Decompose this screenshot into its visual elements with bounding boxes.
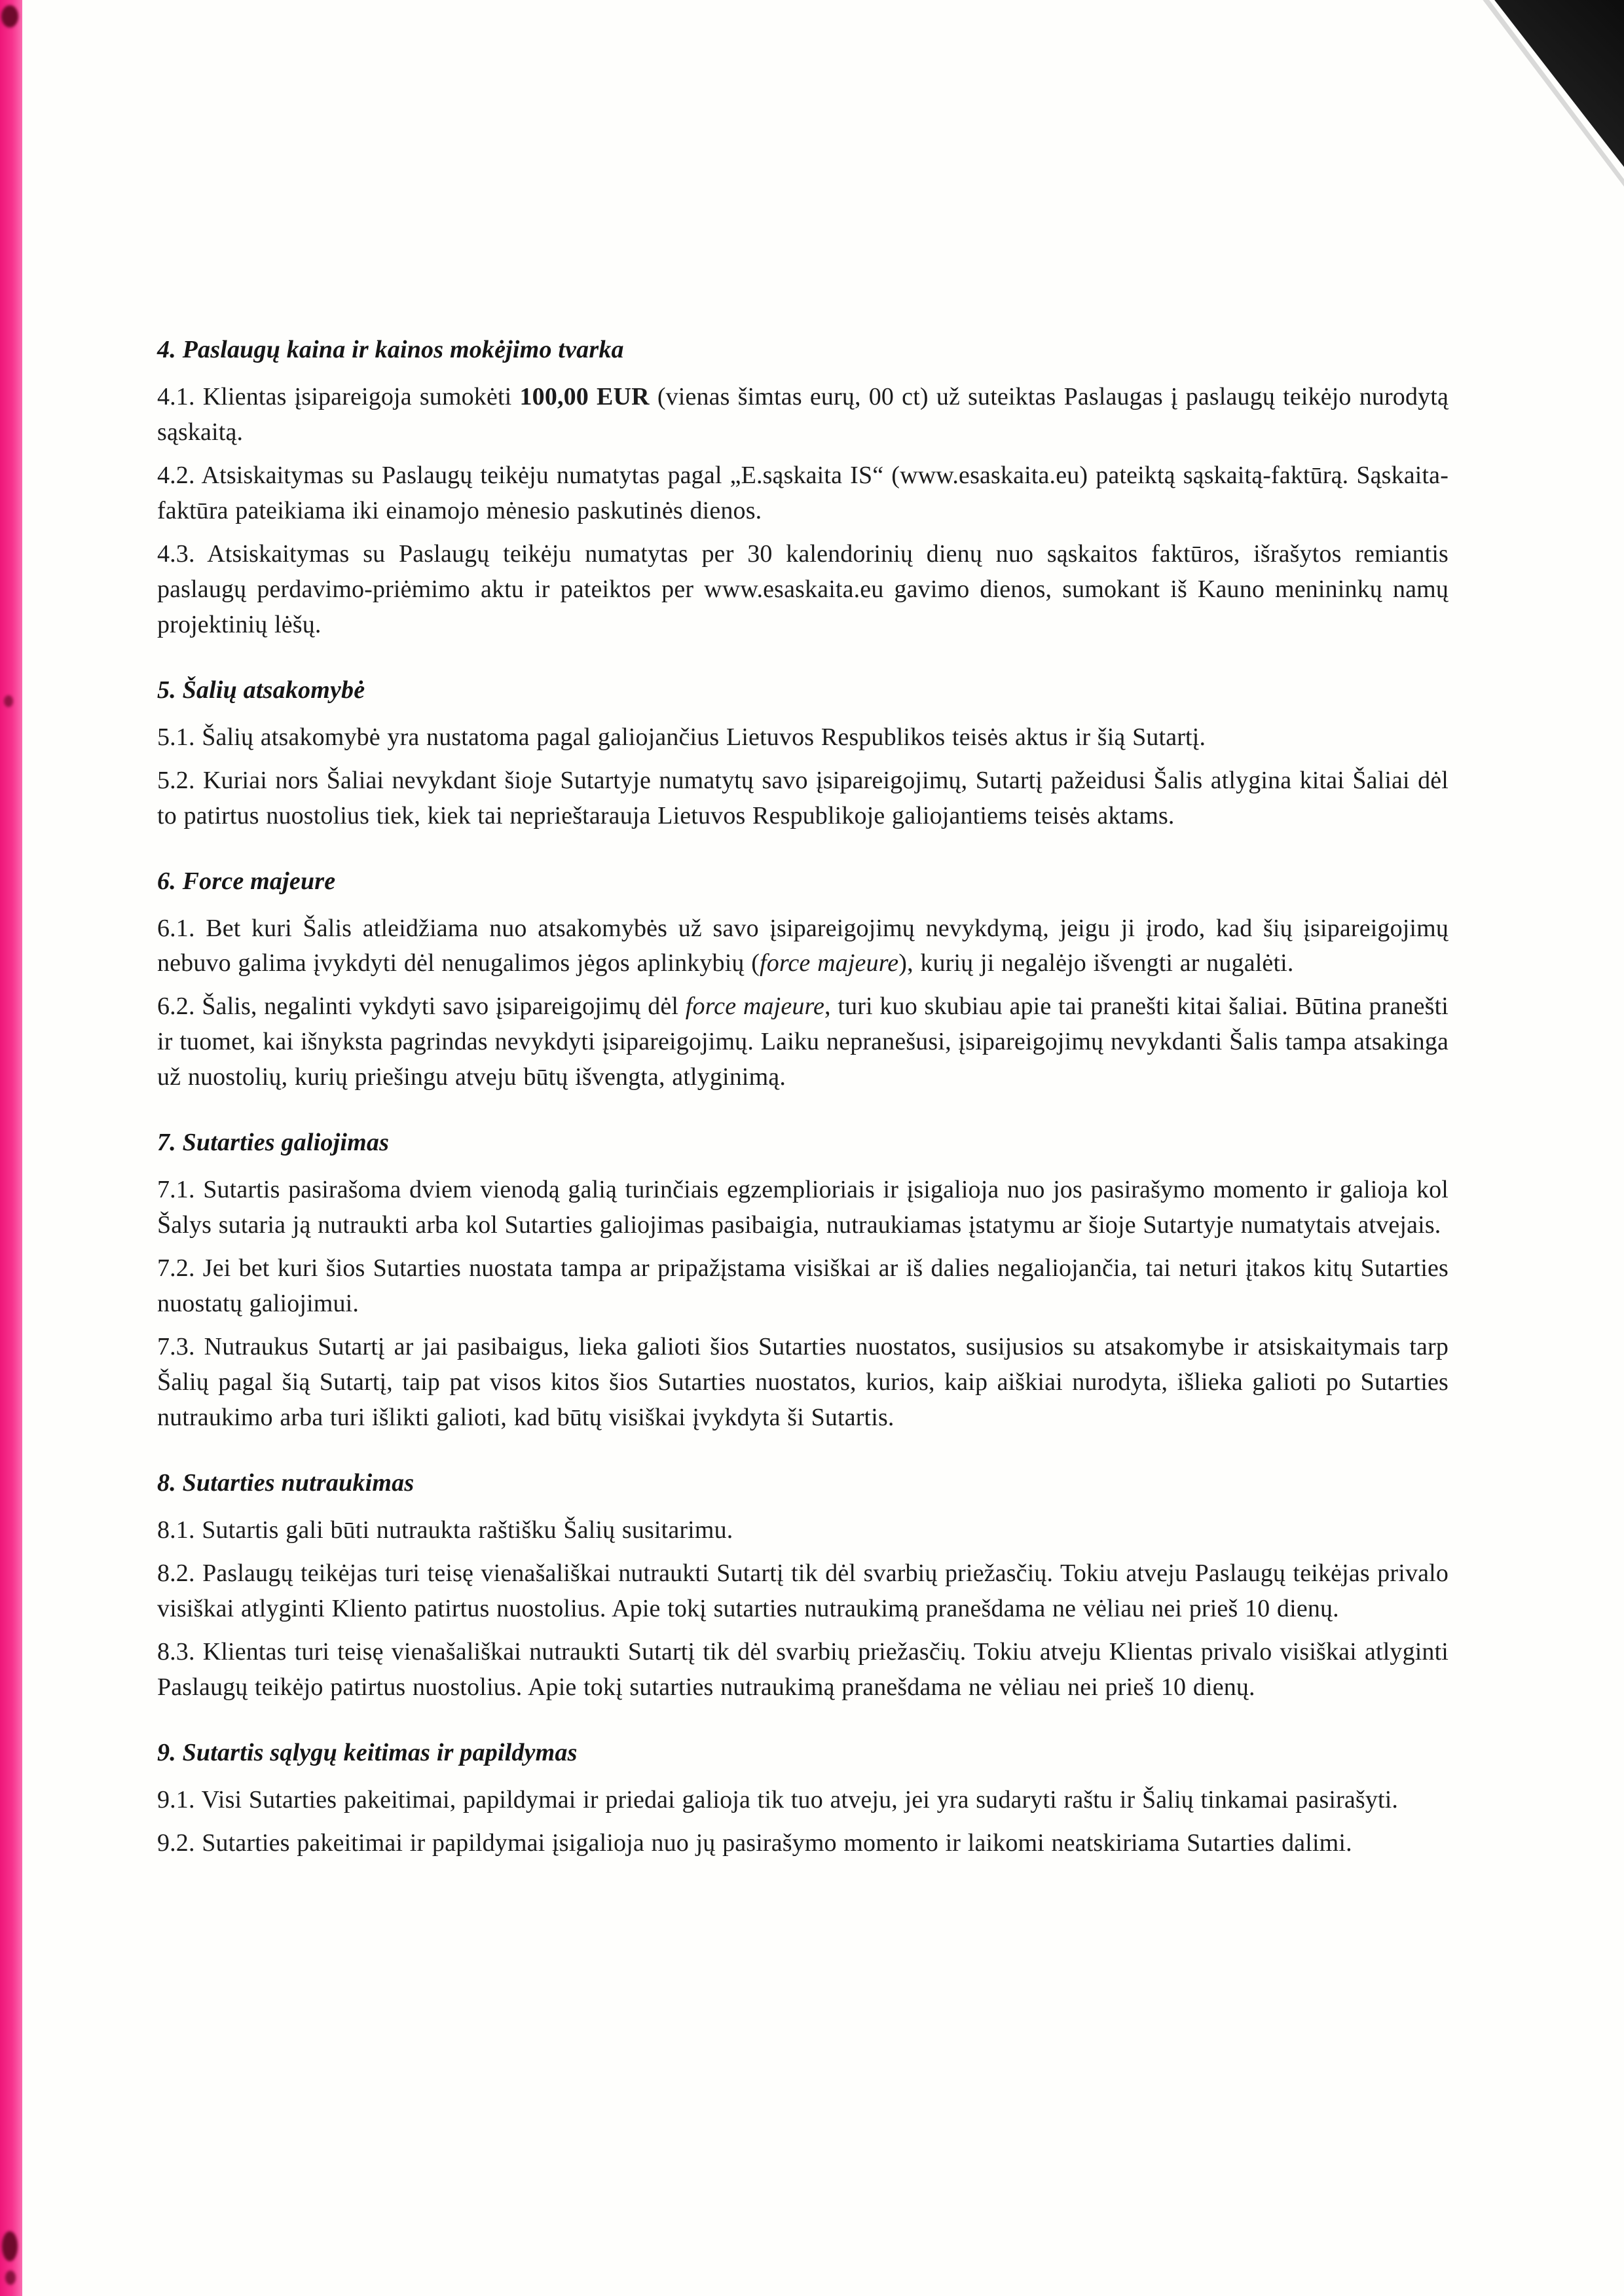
contract-paragraph [157, 1826, 1449, 1861]
contract-section [157, 1128, 1449, 1436]
contract-paragraph [157, 537, 1449, 643]
contract-paragraph [157, 989, 1449, 1095]
contract-section [157, 1738, 1449, 1861]
contract-paragraph [157, 1251, 1449, 1322]
contract-paragraph [157, 720, 1449, 756]
ink-blot [1, 5, 18, 27]
section-heading: 5. Šalių atsakomybė [157, 676, 365, 704]
contract-paragraph [157, 1783, 1449, 1818]
contract-body [157, 335, 1449, 1894]
section-heading: 9. Sutartis sąlygų keitimas ir papildymas [157, 1738, 578, 1766]
section-heading: 6. Force majeure [157, 867, 336, 895]
ink-blot [5, 2270, 16, 2285]
contract-paragraph [157, 911, 1449, 982]
text-run: 7.2. Jei bet kuri šios Sutarties nuostata tampa ar pripažįstama visiškai ar iš dalies negaliojančia, tai neturi įtakos kitų Sutarties nuostatų galiojimui. [157, 1254, 1449, 1318]
section-heading: 4. Paslaugų kaina ir kainos mokėjimo tvarka [157, 336, 624, 363]
italic-text-run: force majeure [760, 949, 899, 977]
text-run: 6.2. Šalis, negalinti vykdyti savo įsipareigojimų dėl [157, 993, 686, 1021]
text-run: 9.2. Sutarties pakeitimai ir papildymai įsigalioja nuo jų pasirašymo momento ir laikomi neatskiriama Sutarties dalimi. [157, 1829, 1352, 1857]
contract-paragraph [157, 380, 1449, 450]
text-run: 5.2. Kuriai nors Šaliai nevykdant šioje Sutartyje numatytų savo įsipareigojimų, Sutartį pažeidusi Šalis atlygina kitai Šaliai dėl to patirtus nuostolius tiek, kiek tai neprieštarauja Lietuvos Respublikoje galiojantiems teisės aktams. [157, 766, 1449, 829]
text-run: 5.1. Šalių atsakomybė yra nustatoma pagal galiojančius Lietuvos Respublikos teisės aktus ir šią Sutartį. [157, 723, 1206, 751]
text-run: 9.1. Visi Sutarties pakeitimai, papildymai ir priedai galioja tik tuo atveju, jei yra sudaryti raštu ir Šalių tinkamai pasirašyti. [157, 1785, 1399, 1813]
scanner-edge-artifact [0, 0, 22, 2296]
contract-paragraph [157, 1330, 1449, 1436]
italic-text-run: force majeure [685, 993, 825, 1021]
text-run: 4.2. Atsiskaitymas su Paslaugų teikėju numatytas pagal „E.sąskaita IS“ (www.esaskaita.eu) pateiktą sąskaitą-faktūrą. Sąskaita-faktūra pateikiama iki einamojo mėnesio paskutinės dienos. [157, 461, 1449, 524]
contract-section [157, 335, 1449, 643]
ink-blot [2, 2231, 18, 2261]
text-run: 4.1. Klientas įsipareigoja sumokėti [157, 383, 520, 410]
contract-paragraph [157, 458, 1449, 529]
section-heading: 7. Sutarties galiojimas [157, 1129, 390, 1157]
bold-text-run: 100,00 EUR [519, 383, 650, 410]
contract-paragraph [157, 1173, 1449, 1243]
contract-section [157, 867, 1449, 1096]
contract-section [157, 1468, 1449, 1705]
text-run: 8.2. Paslaugų teikėjas turi teisę vienašališkai nutraukti Sutartį tik dėl svarbių priežasčių. Tokiu atveju Paslaugų teikėjas privalo visiškai atlyginti Kliento patirtus nuostolius. Apie tokį sutarties nutraukimą pranešdama ne vėliau nei prieš 10 dienų. [157, 1559, 1449, 1622]
contract-paragraph [157, 1635, 1449, 1705]
text-run: 8.3. Klientas turi teisę vienašališkai nutraukti Sutartį tik dėl svarbių priežasčių. Tokiu atveju Klientas privalo visiškai atlyginti Paslaugų teikėjo patirtus nuostolius. Apie tokį sutarties nutraukimą pranešdama ne vėliau nei prieš 10 dienų. [157, 1637, 1449, 1701]
text-run: 4.3. Atsiskaitymas su Paslaugų teikėju numatytas per 30 kalendorinių dienų nuo sąskaitos faktūros, išrašytos remiantis paslaugų perdavimo-priėmimo aktu ir pateiktos per www.esaskaita.eu gavimo dienos, sumokant iš Kauno menininkų namų projektinių lėšų. [157, 539, 1449, 638]
section-heading: 8. Sutarties nutraukimas [157, 1468, 415, 1497]
text-run: , turi kuo skubiau apie tai pranešti kitai šaliai. Būtina pranešti ir tuomet, kai išnyksta pagrindas nevykdyti įsipareigojimų. Laiku nepranešusi, įsipareigojimų nevykdanti Šalis tampa atsakinga už nuostolių, kurių priešingu atveju būtų išvengta, atlyginimą. [157, 993, 1449, 1091]
contract-paragraph [157, 763, 1449, 834]
contract-paragraph [157, 1513, 1449, 1548]
text-run: (vienas šimtas eurų, 00 ct) už suteiktas Paslaugas į paslaugų teikėjo nurodytą sąskaitą. [157, 383, 1449, 446]
text-run: ), kurių ji negalėjo išvengti ar nugalėti. [898, 949, 1294, 977]
text-run: 6.1. Bet kuri Šalis atleidžiama nuo atsakomybės už savo įsipareigojimų nevykdymą, jeigu ji įrodo, kad šių įsipareigojimų nebuvo galima įvykdyti dėl nenugalimos jėgos aplinkybių ( [157, 914, 1449, 977]
text-run: 7.1. Sutartis pasirašoma dviem vienodą galią turinčiais egzemplioriais ir įsigalioja nuo jos pasirašymo momento ir galioja kol Šalys sutaria ją nutraukti arba kol Sutarties galiojimas pasibaigia, nutraukiamas įstatymu ar šioje Sutartyje numatytais atvejais. [157, 1176, 1449, 1239]
ink-blot [4, 695, 13, 707]
text-run: 7.3. Nutraukus Sutartį ar jai pasibaigus, lieka galioti šios Sutarties nuostatos, susijusios su atsakomybe ir atsiskaitymais tarp Šalių pagal šią Sutartį, taip pat visos kitos šios Sutarties nuostatos, kurios, kaip aiškiai nurodyta, išlieka galioti po Sutarties nutraukimo arba turi išlikti galioti, kad būtų visiškai įvykdyta ši Sutartis. [157, 1333, 1449, 1432]
text-run: 8.1. Sutartis gali būti nutraukta raštišku Šalių susitarimu. [157, 1516, 733, 1544]
contract-section [157, 676, 1449, 834]
contract-paragraph [157, 1556, 1449, 1627]
